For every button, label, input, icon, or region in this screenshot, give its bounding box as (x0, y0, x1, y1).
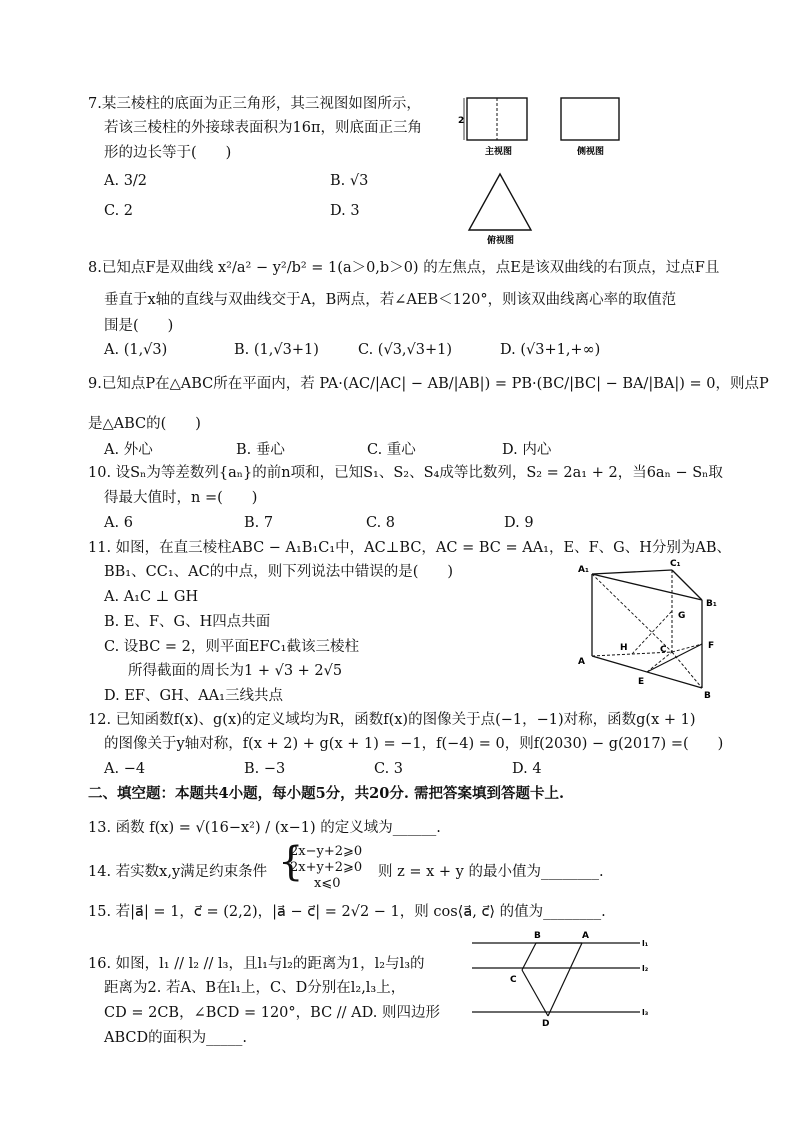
q14-pre: 14. 若实数x,y满足约束条件 (88, 864, 268, 880)
label-g: G (678, 611, 686, 621)
q10-option-b: B. 7 (244, 515, 274, 531)
label-a1: A₁ (578, 565, 589, 575)
label-l3: l₃ (642, 1008, 649, 1017)
label-c: C (510, 975, 517, 985)
q12-option-a: A. −4 (104, 761, 146, 777)
q7-option-c: C. 2 (104, 203, 134, 219)
q8-option-c: C. (√3,√3+1) (358, 342, 453, 358)
q9-option-a: A. 外心 (104, 442, 153, 458)
label-b: B (704, 691, 711, 701)
q12-option-c: C. 3 (374, 761, 404, 777)
q8-line3: 围是( ) (104, 318, 174, 334)
q11-option-c-line1: C. 设BC = 2，则平面EFC₁截该三棱柱 (104, 639, 359, 655)
q14-constraint-2: 2x+y+2⩾0 (290, 860, 363, 875)
q11-option-d: D. EF、GH、AA₁三线共点 (104, 688, 283, 704)
q9-option-d: D. 内心 (502, 442, 552, 458)
q11-line1: 11. 如图，在直三棱柱ABC − A₁B₁C₁中，AC⊥BC，AC = BC = AA₁，E、F、G、H分别为AB、 (88, 540, 731, 556)
label-c: C (660, 645, 667, 655)
height-label: 2 (458, 116, 465, 126)
q16-line4: ABCD的面积为_____. (104, 1030, 247, 1046)
q15-text: 15. 若|a⃗| = 1，c⃗ = (2,2)，|a⃗ − c⃗| = 2√2 − 1，则 cos⟨a⃗, c⃗⟩ 的值为________. (88, 904, 606, 920)
q14-brace: { (278, 839, 304, 885)
q10-option-a: A. 6 (104, 515, 133, 531)
label-b: B (534, 931, 541, 941)
front-view-label: 主视图 (485, 147, 513, 157)
q14-constraint-3: x⩽0 (314, 876, 341, 891)
label-l2: l₂ (642, 964, 649, 973)
q9-option-b: B. 垂心 (236, 442, 285, 458)
q8-line2: 垂直于x轴的直线与双曲线交于A，B两点，若∠AEB＜120°，则该双曲线离心率的取值范 (104, 292, 677, 308)
label-e: E (638, 677, 645, 687)
q11-option-a: A. A₁C ⊥ GH (104, 589, 199, 605)
q12-line1: 12. 已知函数f(x)、g(x)的定义域均为R，函数f(x)的图像关于点(−1，−1)对称，函数g(x + 1) (88, 712, 696, 728)
q12-option-b: B. −3 (244, 761, 286, 777)
q8-option-a: A. (1,√3) (104, 342, 168, 358)
label-b1: B₁ (706, 599, 717, 609)
q10-line1: 10. 设Sₙ为等差数列{aₙ}的前n项和，已知S₁、S₂、S₄成等比数列，S₂ = 2a₁ + 2，当6aₙ − Sₙ取 (88, 465, 723, 481)
label-a: A (582, 931, 589, 941)
q11-option-c-line2: 所得截面的周长为1 + √3 + 2√5 (128, 663, 343, 679)
q12-option-d: D. 4 (512, 761, 542, 777)
q16-line1: 16. 如图，l₁ // l₂ // l₃，且l₁与l₂的距离为1，l₂与l₃的 (88, 956, 425, 972)
label-d: D (542, 1019, 550, 1029)
q11-option-b: B. E、F、G、H四点共面 (104, 614, 271, 630)
q7-option-a: A. 3/2 (104, 173, 148, 189)
q14-constraint-1: 2x−y+2⩾0 (290, 844, 363, 859)
q14-post: 则 z = x + y 的最小值为________. (378, 864, 604, 880)
q7-option-d: D. 3 (330, 203, 360, 219)
q7-option-b: B. √3 (330, 173, 369, 189)
top-view-triangle (469, 174, 531, 230)
label-h: H (620, 643, 628, 653)
q7-line3: 形的边长等于( ) (104, 145, 232, 161)
label-c1: C₁ (670, 559, 681, 569)
label-f: F (708, 641, 715, 651)
q16-line3: CD = 2CB，∠BCD = 120°，BC // AD. 则四边形 (104, 1005, 440, 1021)
q10-line2: 得最大值时，n =( ) (104, 490, 258, 506)
label-a: A (578, 657, 585, 667)
q9-option-c: C. 重心 (367, 442, 416, 458)
top-view-label: 俯视图 (487, 236, 515, 246)
q10-option-c: C. 8 (366, 515, 396, 531)
q9-line1: 9.已知点P在△ABC所在平面内，若 PA·(AC/|AC| − AB/|AB|) = PB·(BC/|BC| − BA/|BA|) = 0，则点P (88, 376, 769, 392)
label-l1: l₁ (642, 939, 649, 948)
q9-line2: 是△ABC的( ) (88, 416, 201, 432)
section-2-heading: 二、填空题：本题共4小题，每小题5分，共20分. 需把答案填到答题卡上. (88, 785, 564, 802)
q8-line1: 8.已知点F是双曲线 x²/a² − y²/b² = 1(a＞0,b＞0) 的左焦点，点E是该双曲线的右顶点，过点F且 (88, 260, 720, 276)
q16-line2: 距离为2. 若A、B在l₁上，C、D分别在l₂,l₃上， (104, 980, 406, 996)
side-view-rect (561, 98, 619, 140)
q8-option-b: B. (1,√3+1) (234, 342, 319, 358)
q7-three-view-figure (455, 92, 630, 252)
q8-option-d: D. (√3+1,+∞) (500, 342, 601, 358)
q7-line2: 若该三棱柱的外接球表面积为16π，则底面正三角 (104, 120, 422, 136)
q16-parallel-lines-figure (468, 926, 668, 1030)
side-view-label: 侧视图 (577, 147, 605, 157)
q10-option-d: D. 9 (504, 515, 534, 531)
q11-line2: BB₁、CC₁、AC的中点，则下列说法中错误的是( ) (104, 564, 454, 580)
q13-text: 13. 函数 f(x) = √(16−x²) / (x−1) 的定义域为______. (88, 820, 441, 836)
q11-prism-figure (570, 556, 720, 702)
q12-line2: 的图像关于y轴对称，f(x + 2) + g(x + 1) = −1，f(−4) = 0，则f(2030) − g(2017) =( ) (104, 736, 724, 752)
q7-line1: 7.某三棱柱的底面为正三角形，其三视图如图所示， (88, 96, 421, 112)
